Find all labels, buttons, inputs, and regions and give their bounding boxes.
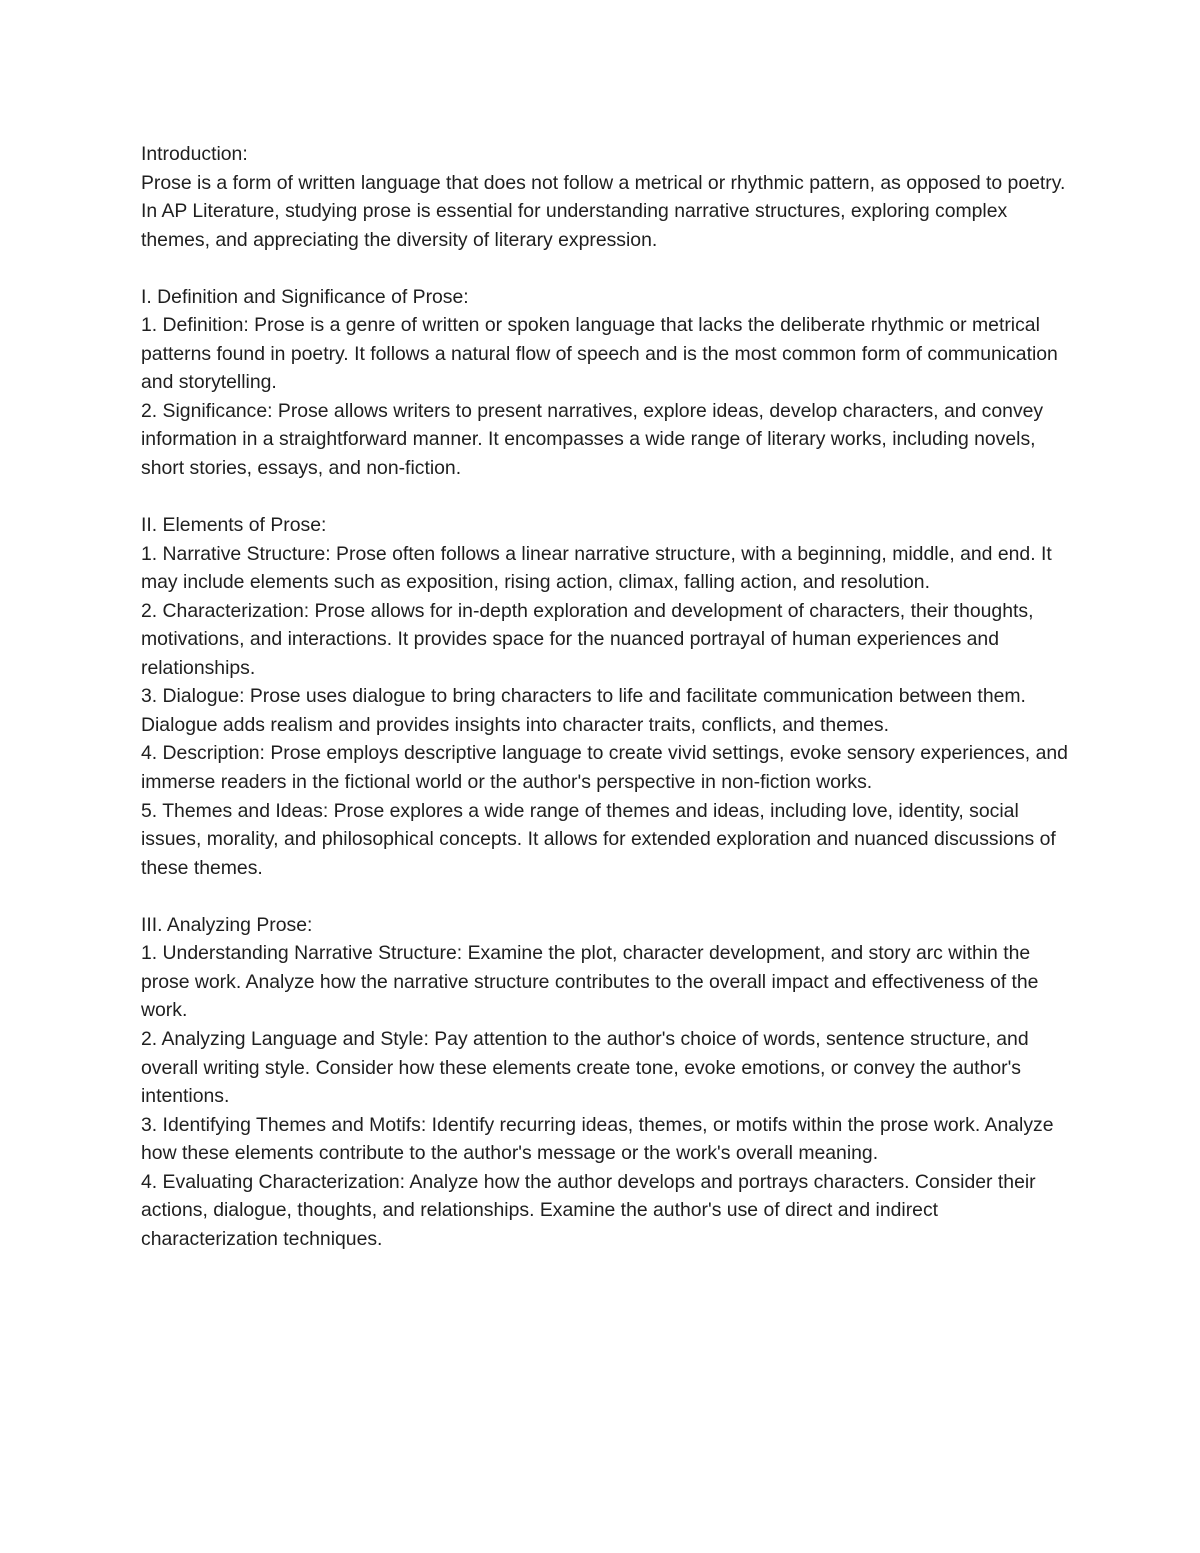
section-heading-definition: I. Definition and Significance of Prose: bbox=[141, 285, 469, 308]
list-item: 2. Characterization: Prose allows for in-depth exploration and development of characters, their thoughts, motivations, and interactions. It provides space for the nuanced portrayal of human experiences and relationships. bbox=[141, 599, 1034, 679]
list-item: 4. Description: Prose employs descriptive language to create vivid settings, evoke sensory experiences, and immerse readers in the fictional world or the author's perspective in non-fiction works. bbox=[141, 742, 1068, 794]
list-item: 3. Dialogue: Prose uses dialogue to bring characters to life and facilitate communication between them. Dialogue adds realism and provides insights into character traits, conflicts, and themes. bbox=[141, 685, 1026, 736]
list-item: 1. Understanding Narrative Structure: Examine the plot, character development, and story arc within the prose work. Analyze how the narrative structure contributes to the overall impact and effectiveness of the work. bbox=[141, 942, 1039, 1022]
list-item: 3. Identifying Themes and Motifs: Identify recurring ideas, themes, or motifs within the prose work. Analyze how these elements contribute to the author's message or the work's overall meaning. bbox=[141, 1113, 1054, 1165]
intro-heading: Introduction: bbox=[141, 143, 248, 165]
section-heading-elements: II. Elements of Prose: bbox=[141, 514, 327, 537]
list-item: 4. Evaluating Characterization: Analyze how the author develops and portrays characters. Consider their actions, dialogue, thoughts, and relationships. Examine the author's use of direct and indirect characterization techniques. bbox=[141, 1170, 1036, 1250]
list-item: 2. Significance: Prose allows writers to present narratives, explore ideas, develop characters, and convey information in a straightforward manner. It encompasses a wide range of literary works, including novels, short stories, essays, and non-fiction. bbox=[141, 399, 1044, 480]
list-item: 2. Analyzing Language and Style: Pay attention to the author's choice of words, sentence structure, and overall writing style. Consider how these elements create tone, evoke emotions, or convey the author's intentions. bbox=[141, 1027, 1029, 1108]
list-item: 1. Narrative Structure: Prose often follows a linear narrative structure, with a beginning, middle, and end. It may include elements such as exposition, rising action, climax, falling action, and resolution. bbox=[141, 542, 1052, 594]
intro-paragraph: Prose is a form of written language that does not follow a metrical or rhythmic pattern, as opposed to poetry. In AP Literature, studying prose is essential for understanding narrative structures, exploring complex themes, and appreciating the diversity of literary expression. bbox=[141, 171, 1066, 251]
paragraph-gap bbox=[141, 882, 1071, 911]
section-heading-analyzing: III. Analyzing Prose: bbox=[141, 913, 313, 936]
paragraph-gap bbox=[141, 254, 1071, 283]
document-body bbox=[141, 140, 1071, 1253]
list-item: 5. Themes and Ideas: Prose explores a wide range of themes and ideas, including love, identity, social issues, morality, and philosophical concepts. It allows for extended exploration and nuanced discussions of these themes. bbox=[141, 799, 1056, 879]
list-item: 1. Definition: Prose is a genre of written or spoken language that lacks the deliberate rhythmic or metrical patterns found in poetry. It follows a natural flow of speech and is the most common form of communication and storytelling. bbox=[141, 314, 1058, 394]
paragraph-gap bbox=[141, 483, 1071, 512]
